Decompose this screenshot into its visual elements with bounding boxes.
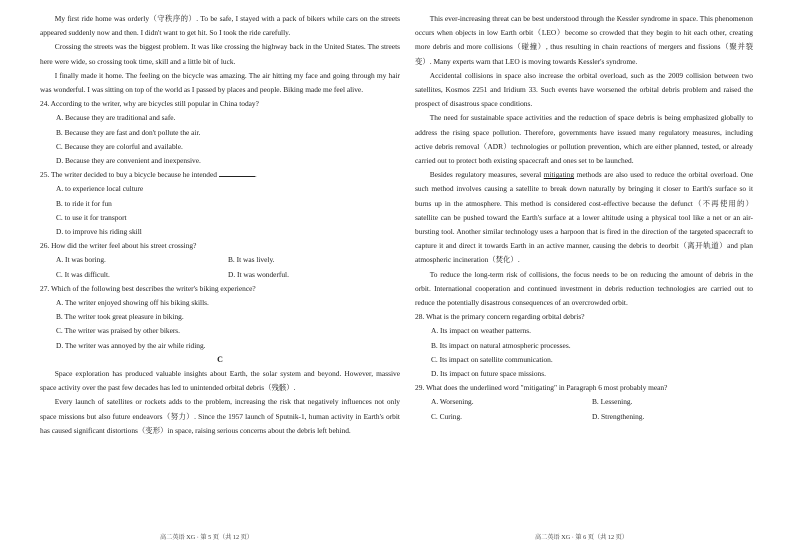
question-25	[40, 168, 400, 182]
question-25-option-c: C. to use it for transport	[56, 212, 127, 222]
question-26: 26. How did the writer feel about his street crossing?	[40, 241, 197, 251]
answer-blank	[219, 170, 257, 180]
passage-b-paragraph-3: I finally made it home. The feeling on the bicycle was amazing. The air hitting my face and going through my hair was wonderful. I was sitting on top of the world as I passed by places and people. Biking made me feel alive.	[40, 70, 400, 95]
question-25-option-a: A. to experience local culture	[56, 184, 144, 194]
question-27-option-c: C. The writer was praised by other bikers.	[56, 326, 181, 336]
passage-c-paragraph-3: This ever-increasing threat can be best understood through the Kessler syndrome in space. This phenomenon occurs when objects in low Earth orbit（LEO）become so crowded that they begin to hit each other, creating more debris and more collisions（碰撞）, thus resulting in chain reactions of mergers and fissions（聚并裂变）. Many experts warn that LEO is moving towards Kessler's syndrome.	[415, 14, 753, 66]
question-24-option-c: C. Because they are colorful and available.	[56, 141, 183, 151]
question-27-option-b: B. The writer took great pleasure in biking.	[56, 312, 184, 322]
question-27: 27. Which of the following best describes the writer's biking experience?	[40, 283, 256, 293]
page-footer-left: 高二英语 XG · 第 5 页（共 12 页）	[160, 534, 253, 541]
question-29-option-b: B. Lessening.	[592, 397, 633, 407]
question-25-stem: 25. The writer decided to buy a bicycle because he intended	[40, 170, 217, 180]
question-29-options-row-1	[415, 395, 753, 409]
passage-c-paragraph-2: Every launch of satellites or rockets adds to the problem, increasing the risk that negatively influences not only space missions but also future endeavors（努力）. Since the 1957 launch of Sputnik-1, human activity in Earth's orbit has caused significant distortions（变形）in space, raising serious concerns about the debris left behind.	[40, 397, 400, 435]
passage-c-paragraph-7: To reduce the long-term risk of collisions, the focus needs to be on reducing the amount of debris in the orbit. International cooperation and continued investment in debris reduction technologies are carried out to reduce the potentially disastrous consequences of an overcrowded orbit.	[415, 269, 753, 308]
question-24-option-d: D. Because they are convenient and inexpensive.	[56, 156, 201, 166]
question-26-option-c: C. It was difficult.	[56, 269, 110, 279]
passage-b-paragraph-1: My first ride home was orderly（守秩序的）. To be safe, I stayed with a pack of bikers while cars on the streets appeared suddenly now and then. I didn't want to get hit. So I took the ride carefully.	[40, 14, 400, 38]
question-28-option-a: A. Its impact on weather patterns.	[431, 326, 531, 336]
question-24: 24. According to the writer, why are bicycles still popular in China today?	[40, 99, 259, 109]
section-heading-c: C	[217, 354, 223, 364]
paragraph-6-rest: methods are also used to reduce the orbital overload. One such method involves causing a satellite to break down naturally by bringing it closer to Earth's surface so it burns up in the atmosphere. This method is considered cost-effective because the defunct（不再使用的）satellite can be pushed toward the Earth's surface at a lower altitude using a physical tool like a net or an air-bursting tool. Another similar technology uses a harpoon that is fired in the direction of the targeted spacecraft to capture it and direct it towards Earth in an active manner, causing the debris to deorbit（离开轨道）and plan atmospheric incineration（焚化）.	[415, 170, 753, 265]
question-28-option-c: C. Its impact on satellite communication.	[431, 354, 553, 364]
question-29: 29. What does the underlined word "mitigating" in Paragraph 6 most probably mean?	[415, 383, 668, 393]
right-column	[415, 12, 753, 424]
paragraph-6-start: Besides regulatory measures, several	[429, 170, 544, 180]
question-26-option-b: B. It was lively.	[228, 255, 275, 265]
question-27-option-a: A. The writer enjoyed showing off his biking skills.	[56, 298, 209, 308]
page-footer-right: 高二英语 XG · 第 6 页（共 12 页）	[535, 534, 628, 541]
question-28: 28. What is the primary concern regarding orbital debris?	[415, 312, 585, 322]
question-25-period: .	[254, 170, 257, 180]
passage-b-paragraph-2: Crossing the streets was the biggest problem. It was like crossing the highway back in the United States. The streets here were wide, so crossing took time, skill and a little bit of luck.	[40, 42, 400, 66]
question-24-option-b: B. Because they are fast and don't pollute the air.	[56, 127, 201, 137]
passage-c-paragraph-6	[415, 168, 753, 267]
question-28-option-d: D. Its impact on future space missions.	[431, 369, 546, 379]
passage-c-paragraph-4: Accidental collisions in space also increase the orbital overload, such as the 2009 collision between two satellites, Kosmos 2251 and Iridium 33. Such events have worsened the orbital debris problem and raised the prospect of disastrous space conditions.	[415, 70, 753, 109]
question-27-option-d: D. The writer was annoyed by the air while riding.	[56, 340, 206, 350]
question-29-option-a: A. Worsening.	[431, 397, 474, 407]
question-25-option-d: D. to improve his riding skill	[56, 227, 142, 237]
underlined-word-mitigating: mitigating	[543, 170, 575, 180]
question-26-option-a: A. It was boring.	[56, 255, 106, 265]
question-29-option-c: C. Curing.	[431, 411, 463, 421]
question-29-option-d: D. Strengthening.	[592, 411, 645, 421]
question-25-option-b: B. to ride it for fun	[56, 198, 112, 208]
question-28-option-b: B. Its impact on natural atmospheric processes.	[431, 340, 571, 350]
question-26-options-row-2	[40, 268, 400, 282]
question-29-options-row-2	[415, 410, 753, 424]
question-26-option-d: D. It was wonderful.	[228, 269, 289, 279]
left-column	[40, 12, 400, 438]
passage-c-paragraph-1: Space exploration has produced valuable insights about Earth, the solar system and beyond. However, massive space activity over the past few decades has led to unintended orbital debris（残骸）.	[40, 369, 400, 393]
question-26-options-row-1	[40, 253, 400, 267]
question-24-option-a: A. Because they are traditional and safe.	[56, 113, 176, 123]
passage-c-paragraph-5: The need for sustainable space activities and the reduction of space debris is being emphasized globally to address the rising space pollution. Therefore, governments have issued many regulatory measures, including active debris removal（ADR）technologies or pollution prevention, which are either planned, tested, or already carried out to protect both existing spacecraft and ones set to be launched.	[415, 113, 753, 166]
